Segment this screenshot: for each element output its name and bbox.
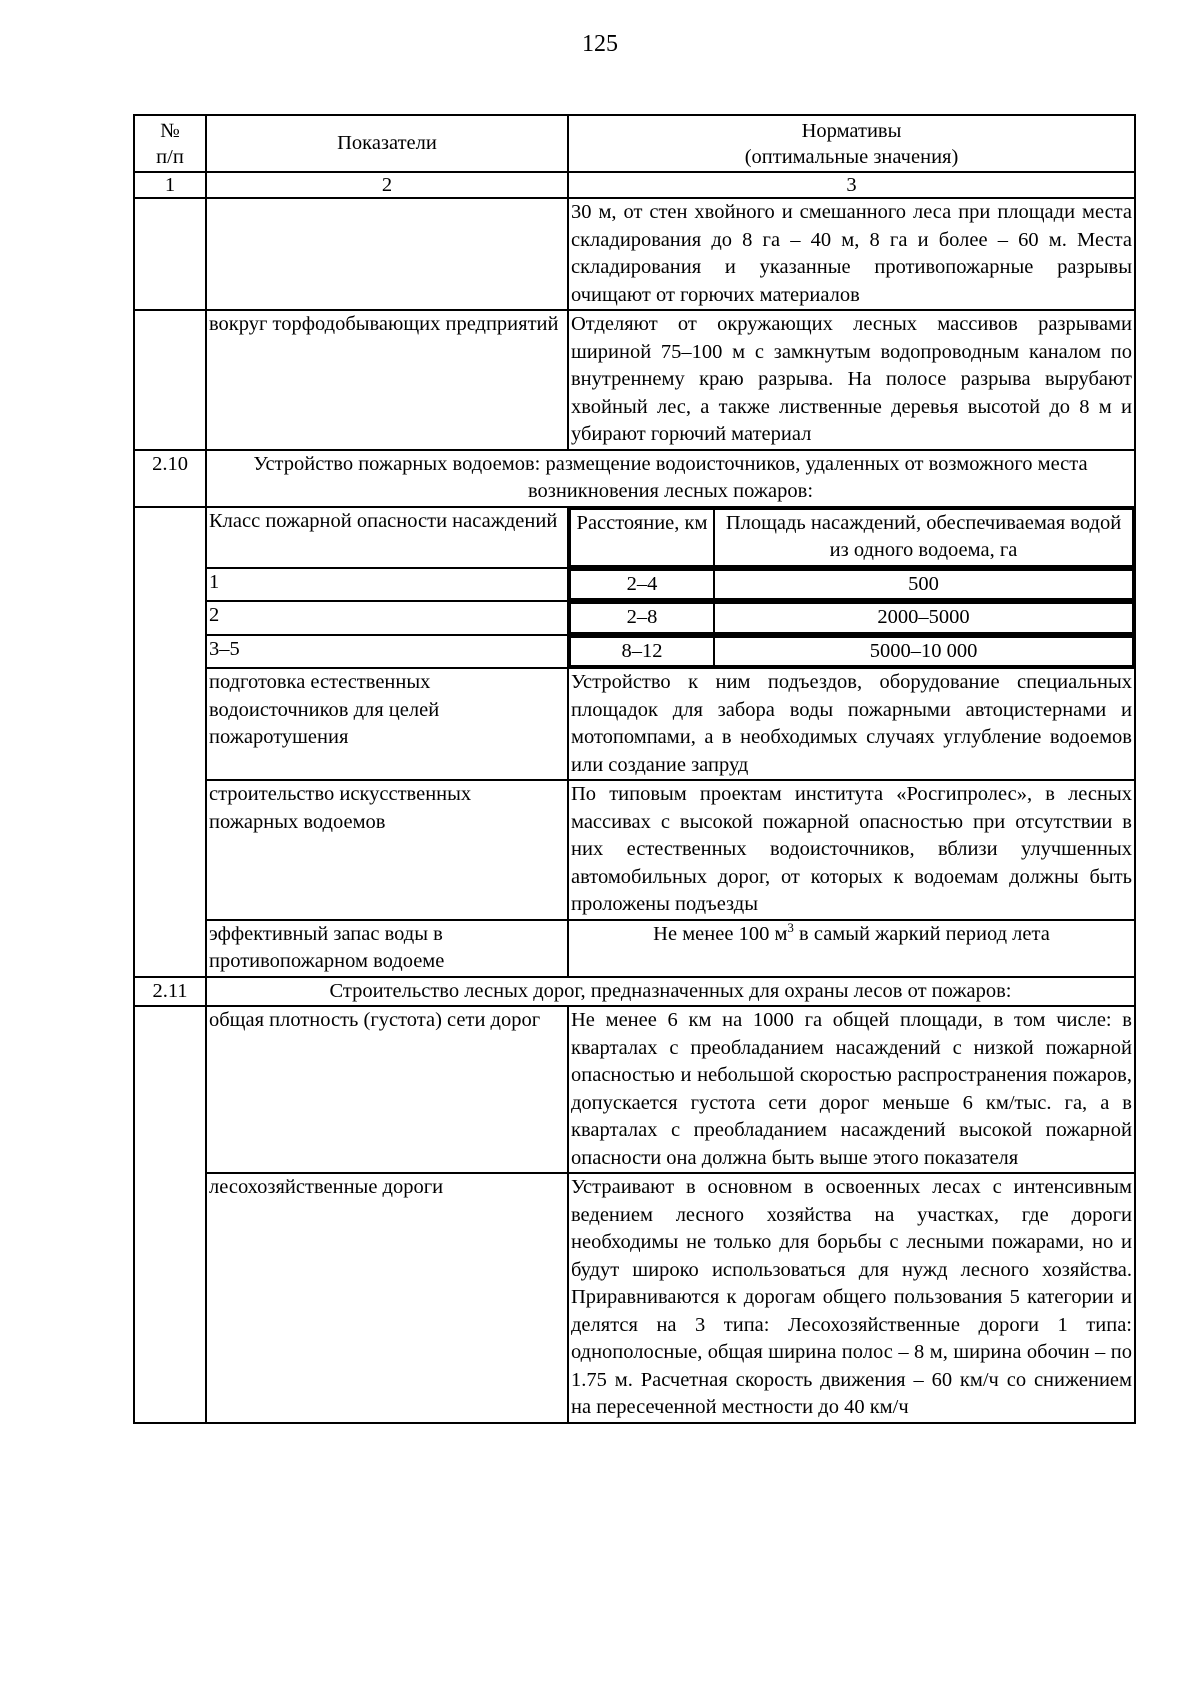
row-num-empty xyxy=(134,310,206,450)
index-3: 3 xyxy=(568,172,1135,198)
norms-table xyxy=(133,114,1136,1424)
water-area: 2000–5000 xyxy=(714,603,1133,633)
table-row xyxy=(134,780,1135,920)
reserve-sup: 3 xyxy=(787,919,794,935)
header-row xyxy=(134,115,1135,172)
density-label: общая плотность (густота) сети дорог xyxy=(206,1006,568,1173)
peat-label: вокруг торфодобывающих предприятий xyxy=(206,310,568,450)
row-num-empty xyxy=(134,507,206,977)
section-row-2-11 xyxy=(134,977,1135,1007)
reserve-text-b: в самый жаркий период лета xyxy=(793,922,1050,945)
water-header-area: Площадь насаждений, обеспечиваемая водой из одного водоема, га xyxy=(714,509,1133,566)
header-num: № п/п xyxy=(134,115,206,172)
water-source-table-row xyxy=(134,507,1135,568)
page-number: 125 xyxy=(582,31,618,57)
forest-roads-label: лесохозяйственные дороги xyxy=(206,1173,568,1423)
peat-text: Отделяют от окружающих лесных массивов разрывами шириной 75–100 м с замкнутым водопроводным каналом по внутреннему краю разрыва. На полосе разрыва вырубают хвойный лес, а также лиственные деревья высотой до 8 м и убирают горючий материал xyxy=(568,310,1135,450)
header-norms-line2: (оптимальные значения) xyxy=(744,145,959,168)
index-2: 2 xyxy=(206,172,568,198)
row-num-empty xyxy=(134,1006,206,1423)
header-indicators: Показатели xyxy=(206,115,568,172)
water-values xyxy=(568,635,1135,669)
header-norms xyxy=(568,115,1135,172)
row-num-empty xyxy=(134,198,206,310)
index-row xyxy=(134,172,1135,198)
section-title: Устройство пожарных водоемов: размещение водоисточников, удаленных от возможного места возникновения лесных пожаров: xyxy=(206,450,1135,507)
reserve-label: эффективный запас воды в противопожарном водоеме xyxy=(206,920,568,977)
water-distance: 8–12 xyxy=(570,637,714,667)
water-distance: 2–4 xyxy=(570,570,714,600)
row-label-empty xyxy=(206,198,568,310)
natural-text: Устройство к ним подъездов, оборудование специальных площадок для забора воды пожарными автоцистернами и мотопомпами, а в необходимых случаях углубление водоемов или создание запруд xyxy=(568,668,1135,780)
water-area: 500 xyxy=(714,570,1133,600)
water-header-class: Класс пожарной опасности насаждений xyxy=(206,507,568,568)
section-title: Строительство лесных дорог, предназначенных для охраны лесов от пожаров: xyxy=(206,977,1135,1007)
table-row xyxy=(134,920,1135,977)
table-row xyxy=(134,1173,1135,1423)
density-text: Не менее 6 км на 1000 га общей площади, в том числе: в кварталах с преобладанием насаждений с низкой пожарной опасностью и небольшой скоростью распространения пожаров, допускается густота сети дорог меньше 6 км/тыс. га, а в кварталах с преобладанием насаждений высокой пожарной опасности она должна быть выше этого показателя xyxy=(568,1006,1135,1173)
artificial-text: По типовым проектам института «Росгипролес», в лесных массивах с высокой пожарной опасностью при отсутствии в них естественных водоисточников, вблизи улучшенных автомобильных дорог, от которых к водоемам должны быть проложены подъезды xyxy=(568,780,1135,920)
water-header-split xyxy=(568,507,1135,568)
section-number: 2.11 xyxy=(134,977,206,1007)
water-area: 5000–10 000 xyxy=(714,637,1133,667)
artificial-label: строительство искусственных пожарных водоемов xyxy=(206,780,568,920)
water-class: 3–5 xyxy=(206,635,568,669)
water-distance: 2–8 xyxy=(570,603,714,633)
table-row xyxy=(134,635,1135,669)
table-row xyxy=(134,668,1135,780)
continued-text: 30 м, от стен хвойного и смешанного леса при площади места складирования до 8 га – 40 м, 8 га и более – 60 м. Места складирования и указанные противопожарные разрывы очищают от горючих материалов xyxy=(568,198,1135,310)
table-row xyxy=(134,198,1135,310)
water-class: 2 xyxy=(206,601,568,635)
table-row xyxy=(134,1006,1135,1173)
table-row xyxy=(134,310,1135,450)
table-row xyxy=(134,601,1135,635)
water-class: 1 xyxy=(206,568,568,602)
table-row xyxy=(134,568,1135,602)
reserve-text xyxy=(568,920,1135,977)
water-header-distance: Расстояние, км xyxy=(570,509,714,566)
reserve-text-a: Не менее 100 м xyxy=(653,922,788,945)
water-values xyxy=(568,568,1135,602)
section-row-2-10 xyxy=(134,450,1135,507)
index-1: 1 xyxy=(134,172,206,198)
forest-roads-text: Устраивают в основном в освоенных лесах с интенсивным ведением лесного хозяйства на участках, где дороги необходимы не только для борьбы с лесными пожарами, но и будут широко использоваться для нужд лесного хозяйства. Приравниваются к дорогам общего пользования 5 категории и делятся на 3 типа: Лесохозяйственные дороги 1 типа: однополосные, общая ширина полос – 8 м, ширина обочин – по 1.75 м. Расчетная скорость движения – 60 км/ч со снижением на пересеченной местности до 40 км/ч xyxy=(568,1173,1135,1423)
natural-label: подготовка естественных водоисточников для целей пожаротушения xyxy=(206,668,568,780)
header-norms-line1: Нормативы xyxy=(801,119,902,142)
section-number: 2.10 xyxy=(134,450,206,507)
water-values xyxy=(568,601,1135,635)
